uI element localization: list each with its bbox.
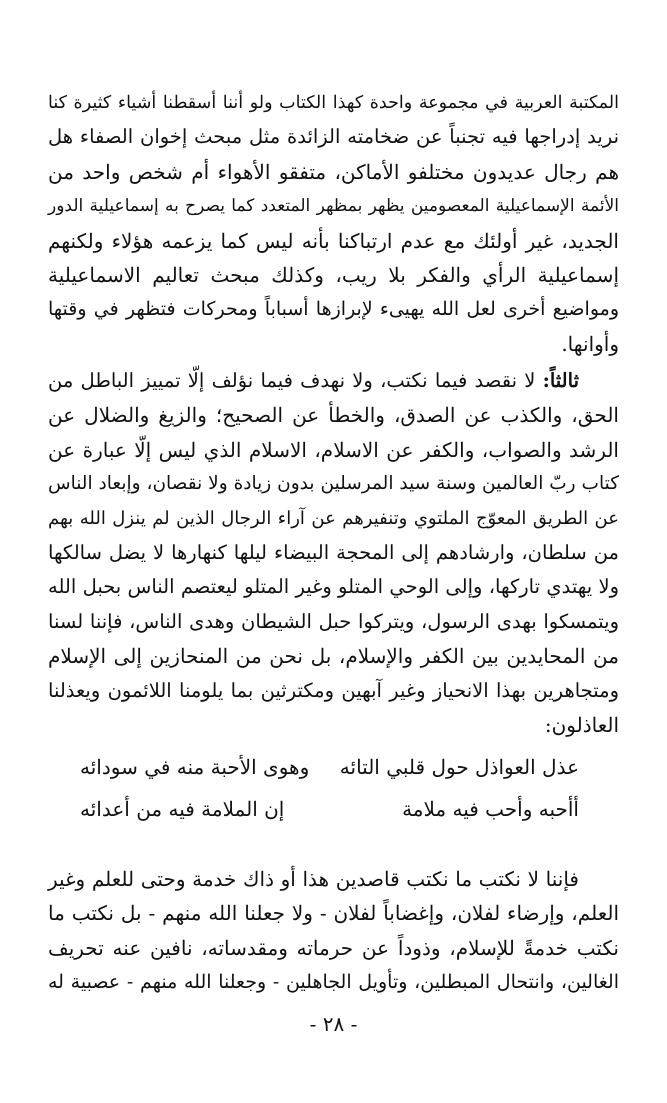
poem-second-hemistich: إن الملامة فيه من أعدائه	[80, 797, 285, 821]
page-number: - ٢٨ -	[309, 1012, 358, 1036]
paragraph-continuation	[48, 86, 619, 361]
text-line: من سلطان، وارشادهم إلى المحجة البيضاء ليلها كنهارها لا يضل سالكها	[48, 540, 619, 564]
text-line: الجديد، غير أولئك مع عدم ارتباكنا بأنه ليس كما يزعمه هؤلاء ولكنهم	[48, 228, 619, 253]
text-line: ويتمسكوا بهدى الرسول، ويتركوا حبل الشيطان وهدى الناس، فإننا لسنا	[48, 609, 619, 633]
text-line: الأئمة الإسماعيلية المعصومين يظهر بمظهر المتعدد كما يصرح به إسماعيلية الدور	[48, 196, 619, 217]
text-line: نريد إدراجها فيه تجنباً عن ضخامته الزائدة مثل مبحث إخوان الصفاء هل	[48, 125, 619, 149]
text-line-content: لا نقصد فيما نكتب، ولا نهدف فيما نؤلف إلّا تمييز الباطل من	[48, 369, 536, 392]
text-line: إسماعيلية الرأي والفكر بلا ريب، وكذلك مبحث تعاليم الاسماعيلية	[48, 262, 619, 287]
paragraph-closing	[48, 862, 619, 1000]
text-line: العاذلون:	[544, 712, 619, 737]
text-line: عن الطريق المعوّج الملتوي وتنفيرهم عن آراء الرجال الذين لم ينزل الله بهم	[48, 507, 619, 529]
text-line: العلم، وإرضاء لفلان، وإغضاباً لفلان - ولا جعلنا الله منهم - بل نكتب ما	[48, 901, 619, 926]
text-line: وأوانها.	[561, 331, 619, 356]
text-line: نكتب خدمةً للإسلام، وذوداً عن حرماته ومقدساته، نافين عنه تحريف	[48, 935, 619, 960]
poem-second-hemistich: وهوى الأحبة منه في سودائه	[80, 755, 310, 779]
poem-verse	[48, 748, 619, 786]
text-line: هم رجال عديدون مختلفو الأماكن، متفقو الأهواء أم شخص واحد من	[48, 159, 619, 184]
text-line: الغالين، وانتحال المبطلين، وتأويل الجاهلين - وجعلنا الله منهم - عصبية له	[48, 971, 619, 994]
section-lead: ثالثاً:	[542, 369, 579, 392]
text-line: كتاب ربّ العالمين وسنة سيد المرسلين بدون زيادة ولا نقصان، وإبعاد الناس	[48, 473, 619, 495]
text-line: ومواضيع أخرى لعل الله يهيىء لإبرازها أسباباً ومحركات فتظهر في وقتها	[48, 298, 619, 321]
text-line: المكتبة العربية في مجموعة واحدة كهذا الكتاب ولو أننا أسقطنا أشياء كثيرة كنا	[48, 93, 619, 113]
poem-first-hemistich: أأحبه وأحب فيه ملامة	[402, 797, 579, 821]
text-line: الرشد والصواب، والكفر عن الاسلام، الاسلام الذي ليس إلّا عبارة عن	[48, 437, 619, 462]
text-line: ومتجاهرين بهذا الانحياز وغير آبهين ومكترثين بما يلومنا اللائمون ويعذلنا	[48, 678, 619, 702]
text-line: فإننا لا نكتب ما نكتب قاصدين هذا أو ذاك خدمة وحتى للعلم وغير	[48, 867, 579, 891]
paragraph-thirdly	[48, 364, 619, 742]
text-line	[48, 364, 619, 398]
text-line: ولا يهتدي تاركها، وإلى الوحي المتلو وغير المتلو ليعتصم الناس بحبل الله	[48, 575, 619, 599]
poem-verse	[48, 790, 619, 828]
text-line: الحق، والكذب عن الصدق، والخطأ عن الصحيح؛ والزيغ والضلال عن	[48, 403, 619, 428]
text-line: من المحايدين بين الكفر والإسلام، بل نحن من المنحازين إلى الإسلام	[48, 644, 619, 669]
poem-first-hemistich: عذل العواذل حول قلبي التائه	[339, 755, 579, 779]
